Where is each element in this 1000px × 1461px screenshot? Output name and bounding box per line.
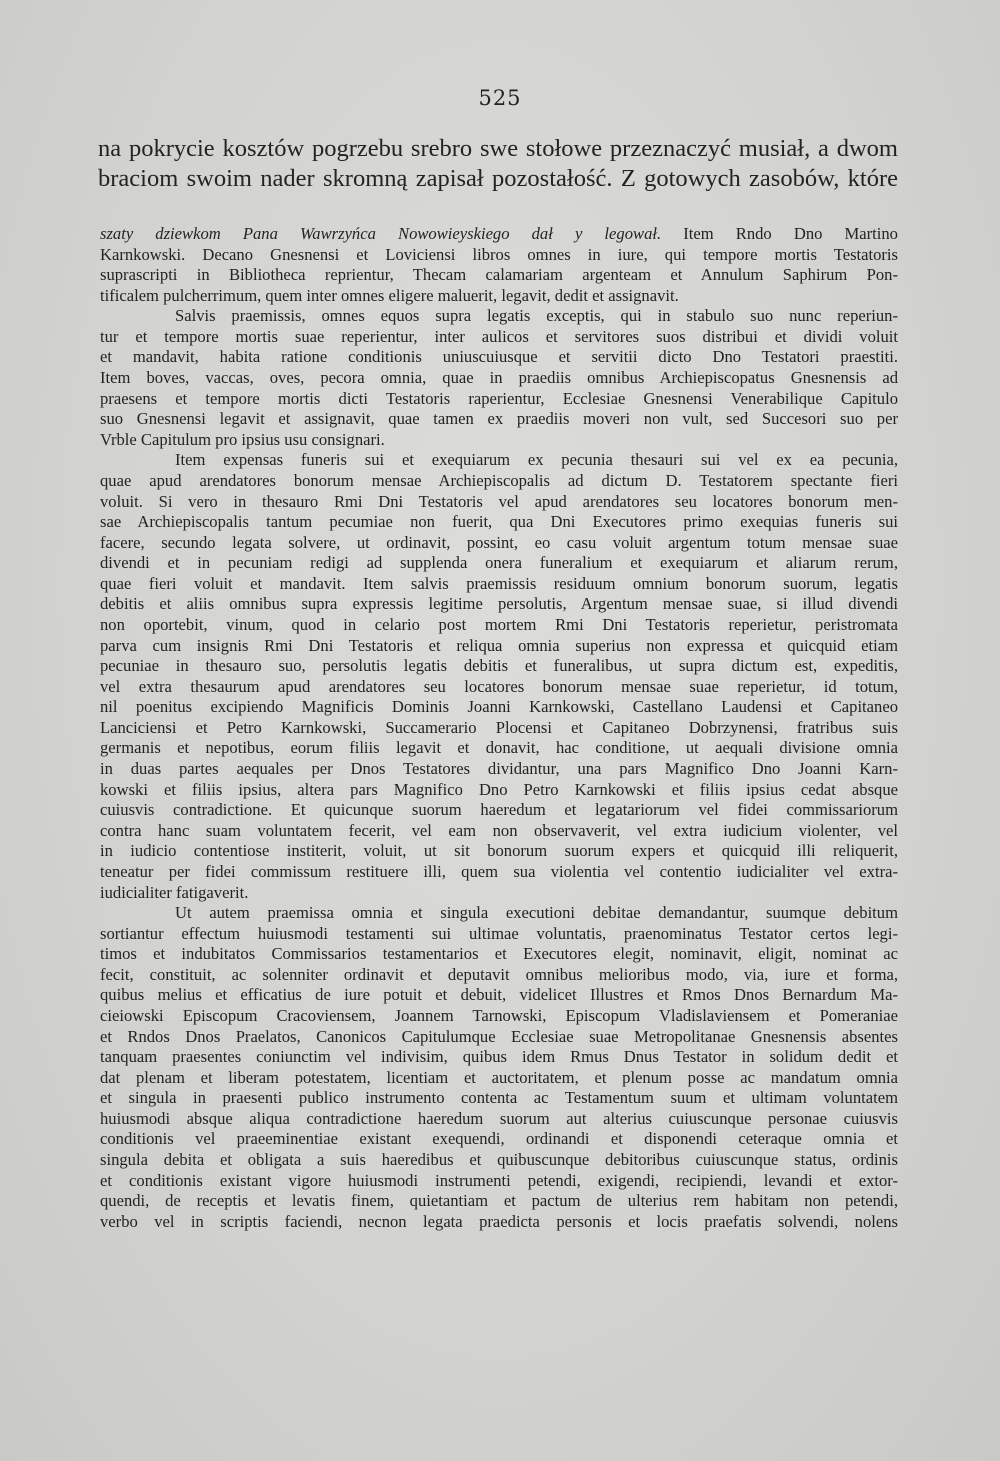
body-line: in iudicio contentiose institerit, voluit, ut sit bonorum suorum expers et quicquid illi reliquerit, (100, 841, 898, 861)
body-line: facere, secundo legata solvere, ut ordinavit, possint, eo casu voluit argentum totum mensae suae (100, 532, 898, 552)
body-line-first (100, 224, 898, 245)
body-line: praesens et tempore mortis dicti Testatoris raperientur, Ecclesiae Gnesnensi Venerabilique Capitulo (100, 388, 898, 408)
body-line: conditionis vel praeeminentiae existant exequendi, ordinandi et disponendi ceteraque omnia et (100, 1129, 898, 1149)
body-line: Salvis praemissis, omnes equos supra legatis exceptis, qui in stabulo suo nunc reperiun- (175, 306, 898, 326)
intro-line: braciom swoim nader skromną zapisał pozostałość. Z gotowych zasobów, które (98, 165, 898, 192)
body-line: suo Gnesnensi legavit et assignavit, quae tamen ex praediis moveri non vult, sed Succesori suo per (100, 409, 898, 429)
body-line: kowski et filiis ipsius, altera pars Magnifico Dno Petro Karnkowski et filiis ipsius cedat absque (100, 779, 898, 799)
body-line: quae fieri voluit et mandavit. Item salvis praemissis residuum omnium bonorum suorum, legatis (100, 573, 898, 593)
body-line: voluit. Si vero in thesauro Rmi Dni Testatoris vel apud arendatores seu locatores bonorum men- (100, 491, 898, 511)
body-line: sortiantur effectum huiusmodi testamenti sui ultimae voluntatis, praenominatus Testator certos legi- (100, 923, 898, 943)
body-line: vel extra thesaurum apud arendatores seu locatores bonorum mensae suae reperietur, id totum, (100, 676, 898, 696)
body-text (100, 224, 898, 1232)
body-line: Item boves, vaccas, oves, pecora omnia, quae in praediis omnibus Archiepiscopatus Gnesnensis ad (100, 368, 898, 388)
body-line: et Rndos Dnos Praelatos, Canonicos Capitulumque Ecclesiae suae Metropolitanae Gnesnensis absentes (100, 1026, 898, 1046)
body-line: quibus melius et efficatius de iure potuit et debuit, videlicet Illustres et Rmos Dnos Bernardum Ma- (100, 985, 898, 1005)
italic-phrase: szaty dziewkom Pana Wawrzyńca Nowowieyskiego dał y legował. (100, 224, 662, 243)
page-number: 525 (478, 86, 522, 110)
body-line: Item expensas funeris sui et exequiarum ex pecunia thesauri sui vel ex ea pecunia, (175, 450, 898, 470)
body-line: dat plenam et liberam potestatem, licentiam et auctoritatem, et plenum posse ac mandatum omnia (100, 1067, 898, 1087)
body-line: fecit, constituit, ac solenniter ordinavit et deputavit omnibus melioribus modo, via, iure et forma, (100, 964, 898, 984)
body-line: debitis et aliis omnibus supra expressis legitime persolutis, Argentum mensae suae, si illud divendi (100, 594, 898, 614)
first-line-rest: Item Rndo Dno Martino (683, 224, 898, 243)
body-line: et conditionis existant vigore huiusmodi instrumenti petendi, exigendi, recipiendi, levandi et extor- (100, 1170, 898, 1190)
body-line: Ut autem praemissa omnia et singula executioni debitae demandantur, suumque debitum (175, 903, 898, 923)
body-line: nil poenitus excipiendo Magnificis Dominis Joanni Karnkowski, Castellano Laudensi et Capitaneo (100, 697, 898, 717)
body-line: divendi et in pecuniam redigi ad supplenda onera funeralium et exequiarum et aliarum rerum, (100, 553, 898, 573)
body-line: et mandavit, habita ratione conditionis uniuscuiusque et servitii dicto Dno Testatori praestiti. (100, 347, 898, 367)
body-line: teneatur per fidei commissum restituere illi, quem sua violentia vel contentio iudicialiter vel extra- (100, 861, 898, 881)
body-line: iudicialiter fatigaverit. (100, 882, 249, 902)
body-line: tanquam praesentes coniunctim vel indivisim, quibus idem Rmus Dnus Testator in solidum dedit et (100, 1047, 898, 1067)
body-line: Lanciciensi et Petro Karnkowski, Succamerario Plocensi et Capitaneo Dobrzynensi, fratribus suis (100, 717, 898, 737)
body-line: Vrble Capitulum pro ipsius usu consignari. (100, 429, 385, 449)
body-line: quendi, de receptis et levatis finem, quietantiam et pactum de ulterius rem habitam non petendi, (100, 1191, 898, 1211)
body-line: cieiowski Episcopum Cracoviensem, Joannem Tarnowski, Episcopum Vladislaviensem et Pomeraniae (100, 1005, 898, 1025)
intro-line: na pokrycie kosztów pogrzebu srebro swe stołowe przeznaczyć musiał, a dwom (98, 135, 898, 162)
body-line: tur et tempore mortis suae reperientur, inter aulicos et servitores suos distribui et dividi voluit (100, 326, 898, 346)
body-line: tificalem pulcherrimum, quem inter omnes eligere maluerit, legavit, dedit et assignavit. (100, 285, 679, 305)
body-line: quae apud arendatores bonorum mensae Archiepiscopalis ad dictum D. Testatorem spectante fieri (100, 470, 898, 490)
body-line: singula debita et obligata a suis haeredibus et quibuscunque debitoribus cuiuscunque status, ordinis (100, 1150, 898, 1170)
body-line: huiusmodi absque aliqua contradictione haeredum suorum aut alterius cuiuscunque personae cuiusvis (100, 1108, 898, 1128)
body-line: germanis et nepotibus, eorum filiis legavit et donavit, hac conditione, ut aequali divisione omnia (100, 738, 898, 758)
body-line: suprascripti in Bibliotheca reprientur, Thecam calamariam argenteam et Annulum Saphirum Pon- (100, 265, 898, 285)
body-line: cuiusvis contradictione. Et quicunque suorum haeredum et legatariorum vel fidei commissariorum (100, 800, 898, 820)
body-line: verbo vel in scriptis faciendi, necnon legata praedicta personis et locis praefatis solvendi, nolens (100, 1211, 898, 1231)
body-line: contra hanc suam voluntatem fecerit, vel eam non observaverit, vel extra iudicium violenter, vel (100, 820, 898, 840)
intro-paragraph (98, 134, 898, 194)
body-line: et singula in praesenti publico instrumento contenta ac Testamentum suum et ultimam voluntatem (100, 1088, 898, 1108)
body-line: non oportebit, vinum, quod in celario post mortem Rmi Dni Testatoris reperietur, peristromata (100, 614, 898, 634)
body-line: in duas partes aequales per Dnos Testatores dividantur, una pars Magnifico Dno Joanni Karn- (100, 759, 898, 779)
body-line: parva cum insignis Rmi Dni Testatoris et reliqua omnia superius non expressa et quicquid etiam (100, 635, 898, 655)
body-line: sae Archiepiscopalis tantum pecumiae non fuerit, qua Dni Executores primo exequias funeris sui (100, 512, 898, 532)
body-line: pecuniae in thesauro suo, persolutis legatis debitis et funeralibus, ut supra dictum est, expeditis, (100, 656, 898, 676)
body-line: timos et indubitatos Commissarios testamentarios et Executores elegit, nominavit, eligit, nominat ac (100, 944, 898, 964)
body-line: Karnkowski. Decano Gnesnensi et Loviciensi libros omnes in iure, qui tempore mortis Testatoris (100, 244, 898, 264)
